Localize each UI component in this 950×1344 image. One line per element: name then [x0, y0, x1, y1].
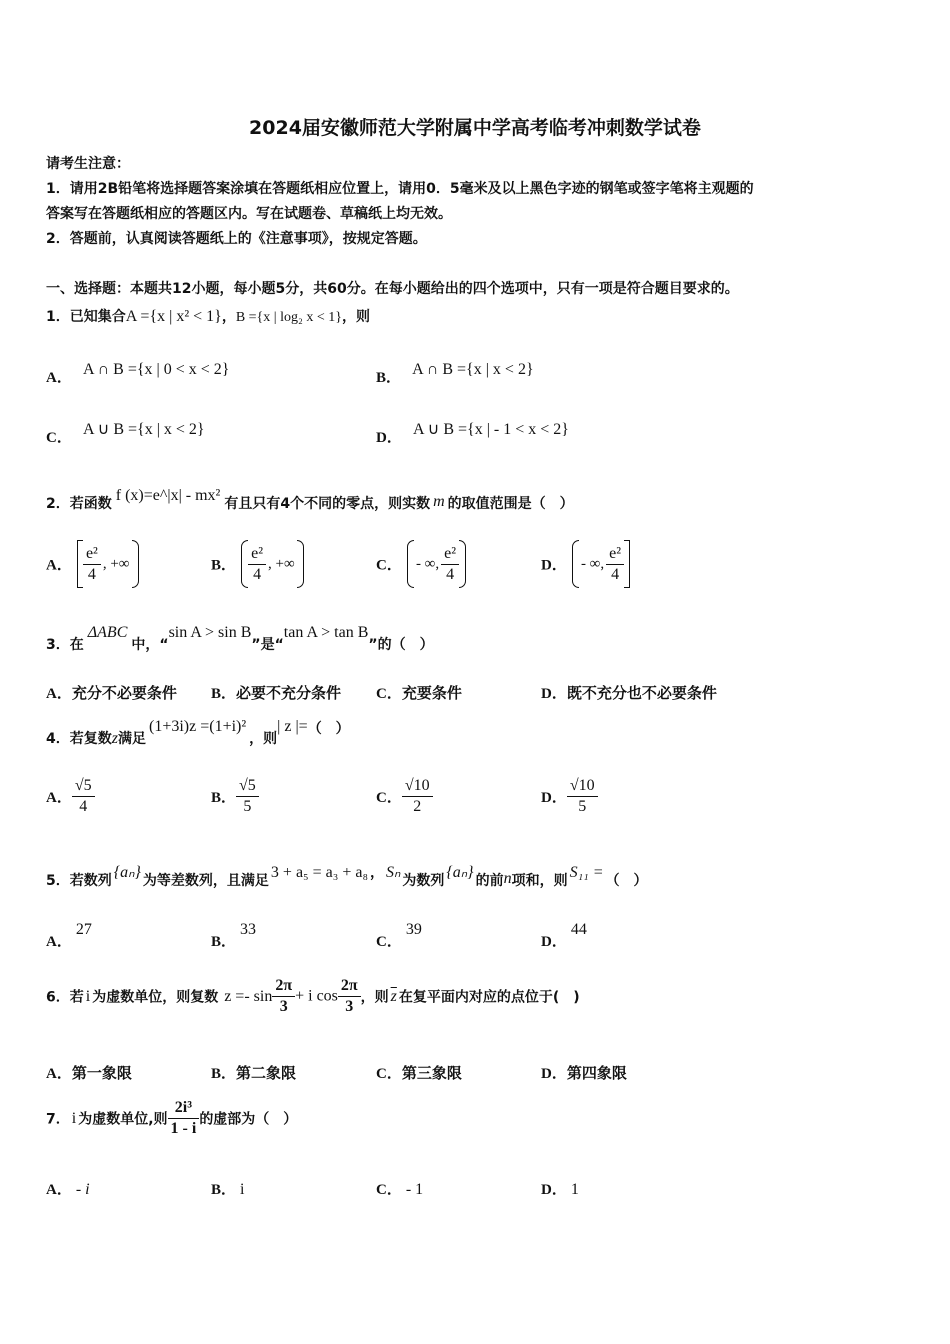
numerator: √10: [402, 776, 433, 797]
q5-eq: 3 + a₅ = a₃ + a₈: [270, 864, 369, 881]
fraction: [83, 544, 101, 585]
right-paren: [132, 540, 139, 588]
fraction: [338, 976, 361, 1017]
q7-suffix: 的虚部为（ ）: [199, 1111, 298, 1128]
q5-mid4: 项和，则: [511, 873, 568, 889]
q5-sequence2: {aₙ}: [446, 864, 474, 881]
q7-i: i: [71, 1109, 77, 1127]
q2-option-b[interactable]: [211, 540, 304, 588]
option-text: 1: [570, 1181, 579, 1198]
option-text: A ∩ B ={x | 0 < x < 2}: [82, 361, 230, 378]
option-label: D．: [541, 557, 567, 574]
numerator: 2π: [272, 976, 295, 997]
option-text: 27: [75, 921, 92, 938]
numerator: e²: [606, 544, 624, 565]
q2-option-a[interactable]: [46, 540, 139, 588]
fraction: [168, 1098, 200, 1139]
question-4: [46, 716, 350, 747]
option-label: C．: [46, 430, 72, 446]
q2-m: m: [433, 493, 445, 510]
q3-prefix: 3．在: [46, 637, 84, 653]
q7-prefix: 7．: [46, 1111, 70, 1128]
q4-option-d[interactable]: [541, 776, 598, 817]
q2-mid: 有且只有4个不同的零点，则实数: [224, 496, 431, 512]
option-text: 既不充分也不必要条件: [566, 684, 717, 702]
q6-i: i: [85, 987, 91, 1005]
option-label: C．: [376, 1182, 402, 1198]
q3-suffix: ”的（ ）: [368, 637, 434, 653]
option-text: 充要条件: [401, 684, 462, 702]
question-1: [46, 306, 370, 326]
q5-mid3: 的前: [475, 873, 504, 889]
option-label: A．: [46, 557, 72, 574]
option-text: A ∩ B ={x | x < 2}: [412, 361, 534, 378]
option-label: B．: [211, 934, 237, 950]
numerator: 2i³: [168, 1098, 200, 1119]
option-label: B．: [211, 790, 237, 806]
q4-suffix: （ ）: [307, 721, 350, 737]
option-label: C．: [376, 934, 402, 950]
denominator: 4: [611, 565, 620, 583]
option-label: C．: [376, 686, 402, 702]
q6-option-b[interactable]: [211, 1062, 296, 1083]
q6-zbar: $\overline{z}$: [390, 987, 397, 1005]
q5-mid2: 为数列: [402, 873, 445, 889]
notice-line1: 1．请用2B铅笔将选择题答案涂填在答题纸相应位置上，请用0．5毫米及以上黑色字迹的钢笔或签字笔将主观题的: [46, 181, 754, 197]
denominator: 4: [87, 565, 96, 583]
option-text: 第二象限: [236, 1064, 297, 1082]
interval-rest: , +∞: [268, 555, 295, 572]
denominator: 5: [578, 798, 587, 815]
q1-setA: A ={x | x² < 1}: [125, 308, 222, 325]
q5-comma: ，: [370, 865, 385, 881]
option-text: 必要不充分条件: [236, 684, 342, 702]
q7-option-d[interactable]: [541, 1178, 579, 1199]
q6-mid1: 为虚数单位，则复数: [92, 989, 219, 1006]
denominator: 3: [345, 998, 354, 1015]
page-title: 2024届安徽师范大学附属中学高考临考冲刺数学试卷: [249, 117, 701, 139]
q4-option-a[interactable]: [46, 776, 95, 817]
option-text: - 1: [405, 1181, 424, 1198]
q1-suffix: ，则: [341, 309, 370, 325]
q6-suffix: 在复平面内对应的点位于( ): [398, 989, 580, 1006]
q3-cond2: tan A > tan B: [283, 624, 369, 641]
option-label: D．: [541, 686, 567, 702]
numerator: 2π: [338, 976, 361, 997]
q5-sn: Sₙ: [386, 864, 401, 881]
right-bracket: [624, 540, 630, 588]
q5-s11: S₁₁ =: [569, 864, 604, 881]
fraction: [606, 544, 624, 585]
option-text: i: [240, 1181, 245, 1198]
q3-option-c[interactable]: [376, 682, 462, 703]
option-label: B．: [211, 557, 237, 574]
question-6: [46, 976, 580, 1017]
question-2: [46, 485, 574, 512]
option-label: A．: [46, 790, 72, 806]
q5-option-c[interactable]: [376, 918, 422, 950]
q4-prefix: 4．若复数: [46, 731, 112, 747]
q4-mid: 满足: [117, 731, 146, 747]
denominator: 4: [253, 565, 262, 583]
question-5: [46, 862, 648, 889]
question-3: [46, 622, 434, 653]
numerator: √10: [567, 776, 598, 797]
fraction: [567, 776, 598, 817]
q2-prefix: 2．若函数: [46, 496, 112, 512]
fraction: [272, 976, 295, 1017]
q6-option-a[interactable]: [46, 1062, 132, 1083]
option-text: - i: [75, 1181, 90, 1198]
q3-mid1: 中，“: [131, 637, 169, 653]
q5-suffix: （ ）: [605, 873, 648, 889]
q1-setB: B ={x | log₂ x < 1}: [235, 310, 342, 325]
q3-cond1: sin A > sin B: [168, 624, 252, 641]
q4-option-b[interactable]: [211, 776, 259, 817]
option-label: C．: [376, 790, 402, 806]
right-paren: [297, 540, 304, 588]
option-label: D．: [541, 790, 567, 806]
option-text: 44: [570, 921, 587, 938]
option-label: B．: [211, 1066, 237, 1082]
q5-option-b[interactable]: [211, 918, 257, 950]
denominator: 1 - i: [170, 1120, 197, 1137]
q4-mid2: ，则: [249, 731, 278, 747]
numerator: e²: [83, 544, 101, 565]
option-label: C．: [376, 1066, 402, 1082]
q4-z: z: [111, 730, 118, 747]
q1-prefix: 1．已知集合: [46, 309, 126, 325]
option-label: A．: [46, 1066, 72, 1082]
denominator: 5: [243, 798, 252, 815]
fraction: [441, 544, 459, 585]
denominator: 2: [413, 798, 422, 815]
q6-prefix: 6．若: [46, 989, 84, 1006]
option-label: D．: [541, 934, 567, 950]
q7-option-b[interactable]: [211, 1178, 244, 1199]
q1-comma: ，: [221, 309, 236, 325]
numerator: √5: [72, 776, 95, 797]
numerator: √5: [236, 776, 259, 797]
option-text: 第三象限: [401, 1064, 462, 1082]
option-text: 第一象限: [71, 1064, 132, 1082]
q1-option-d[interactable]: [376, 418, 569, 446]
q1-option-a[interactable]: [46, 358, 230, 386]
notice-line2: 答案写在答题纸相应的答题区内。写在试题卷、草稿纸上均无效。: [46, 206, 452, 222]
left-paren: [572, 540, 579, 588]
q3-mid2: ”是“: [251, 637, 284, 653]
option-text: 充分不必要条件: [71, 684, 177, 702]
q6-mid2: ，则: [360, 989, 389, 1006]
option-label: A．: [46, 686, 72, 702]
question-7: [46, 1098, 297, 1139]
numerator: e²: [248, 544, 266, 565]
fraction: [236, 776, 259, 817]
q5-n: n: [503, 870, 512, 887]
q3-triangle: ΔABC: [87, 624, 128, 641]
q2-option-d[interactable]: [541, 540, 630, 588]
interval-pre: - ∞,: [580, 555, 605, 572]
denominator: 4: [79, 798, 88, 815]
option-label: A．: [46, 934, 72, 950]
q5-mid1: 为等差数列，且满足: [142, 873, 269, 889]
numerator: e²: [441, 544, 459, 565]
notice-line3: 2．答题前，认真阅读答题纸上的《注意事项》，按规定答题。: [46, 231, 427, 247]
left-paren: [241, 540, 248, 588]
q6-mid: + i cos: [295, 987, 338, 1005]
denominator: 4: [446, 565, 455, 583]
right-paren: [459, 540, 466, 588]
option-label: B．: [211, 686, 237, 702]
q5-option-d[interactable]: [541, 918, 587, 950]
section-heading: 一、选择题：本题共12小题，每小题5分，共60分。在每小题给出的四个选项中，只有一项是符合题目要求的。: [46, 281, 739, 297]
q3-option-b[interactable]: [211, 682, 341, 703]
q7-option-a[interactable]: [46, 1178, 90, 1199]
q4-option-c[interactable]: [376, 776, 433, 817]
q7-mid: 为虚数单位,则: [78, 1111, 168, 1128]
q1-option-b[interactable]: [376, 358, 534, 386]
denominator: 3: [279, 998, 288, 1015]
q1-option-c[interactable]: [46, 418, 205, 446]
option-label: D．: [376, 430, 402, 446]
interval-rest: , +∞: [102, 555, 130, 572]
q2-func: f (x)=e^|x| - mx²: [115, 487, 221, 504]
option-text: 第四象限: [566, 1064, 627, 1082]
option-label: C．: [376, 557, 402, 574]
q3-option-d[interactable]: [541, 682, 717, 703]
fraction: [402, 776, 433, 817]
option-text: 33: [240, 921, 257, 938]
q4-eq: (1+3i)z =(1+i)²: [148, 718, 247, 735]
option-text: 39: [405, 921, 422, 938]
notice-heading: 请考生注意：: [46, 156, 130, 172]
option-label: A．: [46, 1182, 72, 1198]
option-label: D．: [541, 1066, 567, 1082]
fraction: [72, 776, 95, 817]
option-label: B．: [376, 370, 402, 386]
option-label: A．: [46, 370, 72, 386]
option-label: D．: [541, 1182, 567, 1198]
q5-option-a[interactable]: [46, 918, 92, 950]
q2-option-c[interactable]: [376, 540, 466, 588]
fraction: [248, 544, 266, 585]
q6-option-c[interactable]: [376, 1062, 462, 1083]
interval-pre: - ∞,: [415, 555, 440, 572]
option-text: A ∪ B ={x | - 1 < x < 2}: [412, 421, 569, 438]
q5-sequence: {aₙ}: [113, 864, 141, 881]
left-paren: [407, 540, 414, 588]
q3-option-a[interactable]: [46, 682, 177, 703]
q5-prefix: 5．若数列: [46, 873, 112, 889]
q4-abs: | z |=: [277, 718, 308, 735]
option-text: A ∪ B ={x | x < 2}: [82, 421, 205, 438]
q7-option-c[interactable]: [376, 1178, 423, 1199]
option-label: B．: [211, 1182, 237, 1198]
q2-suffix: 的取值范围是（ ）: [447, 496, 574, 512]
q6-zpre: z =- sin: [224, 987, 273, 1005]
q6-option-d[interactable]: [541, 1062, 627, 1083]
